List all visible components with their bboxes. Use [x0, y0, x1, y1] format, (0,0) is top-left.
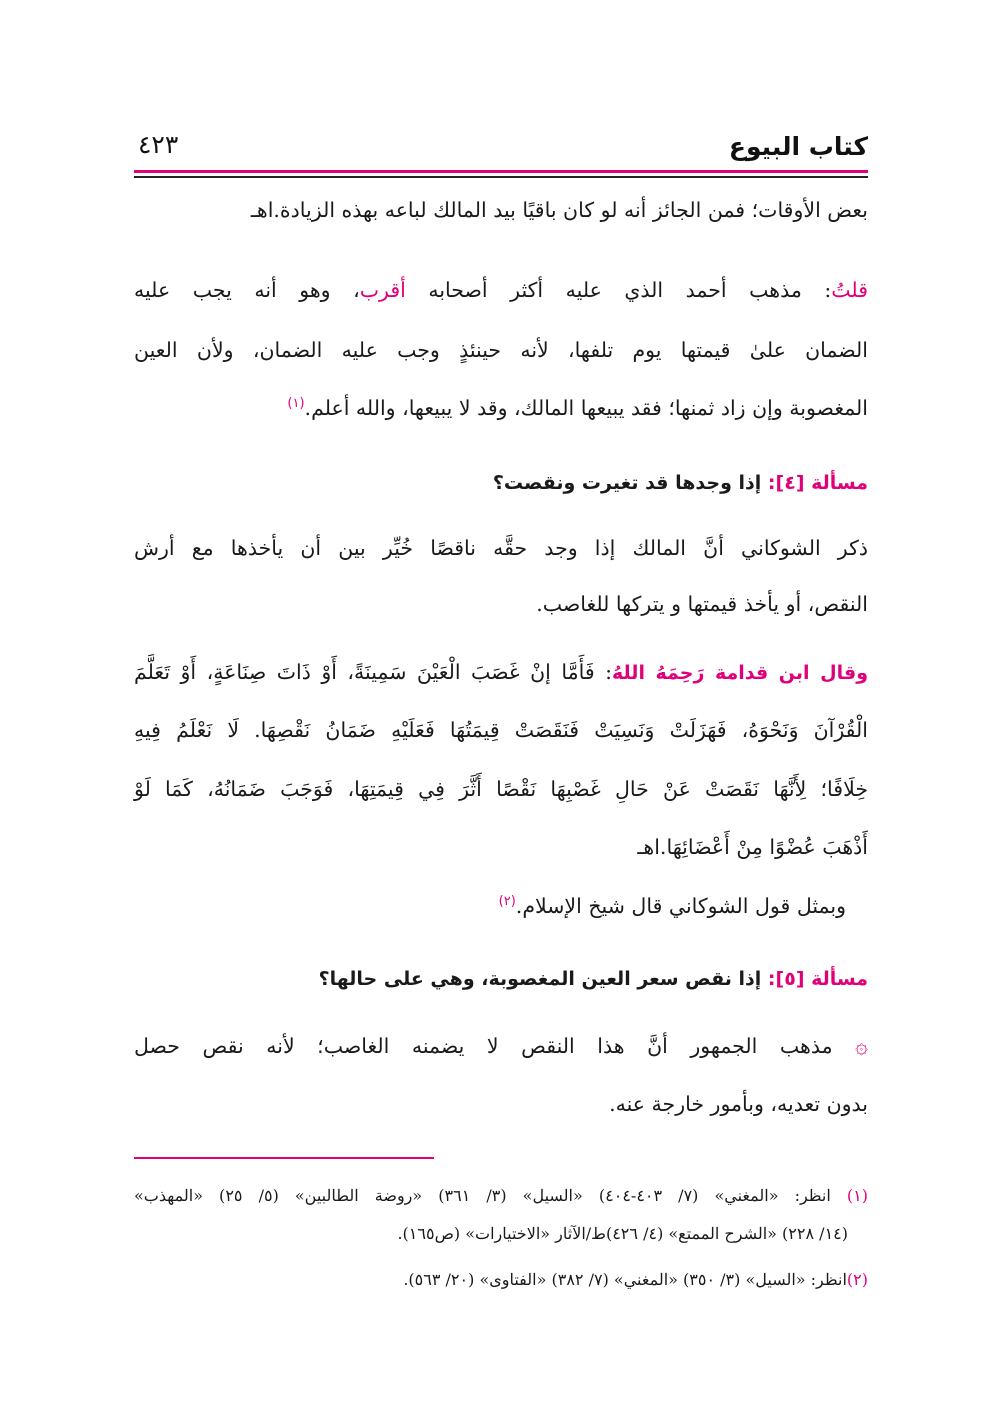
page-number: ٤٢٣ — [138, 130, 179, 159]
paragraph-1-line-2: الضمان علىٰ قيمتها يوم تلفها، لأنه حينئذٍ وجب عليه الضمان، ولأن العين — [134, 338, 868, 362]
text-run: ، وهو أنه يجب عليه — [134, 278, 360, 302]
text-run: المغصوبة وإن زاد ثمنها؛ فقد يبيعها المالك، وقد لا يبيعها، والله أعلم. — [304, 395, 868, 420]
footnote-1-number: (١) — [846, 1186, 868, 1205]
masala-4-label: مسألة [٤]: — [767, 472, 868, 494]
footnote-2-number: (٢) — [846, 1270, 868, 1289]
paragraph-3-line-3: خِلَافًا؛ لِأَنَّهَا نَقَصَتْ عَنْ حَالِ غَصْبِهَا نَقْصًا أَثَّرَ فِي قِيمَتِهَا، فَوَجَبَ ضَمَانُهُ، كَمَا لَوْ — [134, 777, 868, 801]
heading-masala-5 — [134, 968, 868, 989]
paragraph-1-line-1 — [134, 280, 868, 301]
header-rule-pink — [134, 170, 868, 173]
footnote-1-line-1 — [134, 1188, 868, 1204]
masala-5-text: إذا نقص سعر العين المغصوبة، وهي على حالها؟ — [318, 968, 768, 990]
text-run: وبمثل قول الشوكاني قال شيخ الإسلام. — [515, 893, 846, 918]
footnote-separator — [134, 1157, 434, 1159]
paragraph-2-line-2: النقص، أو يأخذ قيمتها و يتركها للغاصب. — [536, 592, 868, 616]
highlight-word: أقرب — [359, 278, 406, 302]
text-run: : مذهب أحمد الذي عليه أكثر أصحابه — [405, 278, 832, 302]
paragraph-4 — [134, 895, 846, 916]
footnote-1-line-2: (١٤/ ٢٢٨) «الشرح الممتع» (٤/ ٤٢٦)ط/الآثار «الاختيارات» (ص١٦٥). — [397, 1224, 848, 1243]
ibn-qudama-label: وقال ابن قدامة رَحِمَهُ اللهُ — [612, 662, 868, 684]
paragraph-5-line-1 — [134, 1036, 868, 1058]
header-rule-black — [134, 176, 868, 178]
body-line: بعض الأوقات؛ فمن الجائز أنه لو كان باقيًا بيد المالك لباعه بهذه الزيادة.اهـ — [250, 198, 868, 222]
footnote-ref-1[interactable]: (١) — [287, 396, 305, 411]
qultu-label: قلتُ — [831, 278, 868, 302]
masala-4-text: إذا وجدها قد تغيرت ونقصت؟ — [492, 472, 768, 494]
paragraph-3-line-2: الْقُرْآنَ وَنَحْوَهُ، فَهَزَلَتْ وَنَسِيَتْ فَنَقَصَتْ قِيمَتُهَا فَعَلَيْهِ ضَمَانُ نَقْصِهَا. لَا نَعْلَمُ فِيهِ — [134, 718, 868, 742]
book-page — [134, 0, 868, 1418]
footnote-2 — [134, 1272, 868, 1288]
paragraph-2-line-1: ذكر الشوكاني أنَّ المالك إذا وجد حقَّه ناقصًا خُيِّر بين أن يأخذها مع أرش — [134, 536, 868, 560]
paragraph-3-line-4: أَذْهَبَ عُضْوًا مِنْ أَعْضَائِهَا.اهـ — [637, 835, 868, 859]
paragraph-5-line-2: بدون تعديه، وبأمور خارجة عنه. — [609, 1092, 868, 1116]
page-header — [134, 128, 868, 168]
text-run: انظر: «المغني» (٧/ ٤٠٣-٤٠٤) «السيل» (٣/ ٣٦١) «روضة الطالبين» (٥/ ٢٥) «المهذب» — [134, 1186, 847, 1205]
paragraph-3-line-1 — [134, 662, 868, 683]
text-run: : فَأَمَّا إنْ غَصَبَ الْعَيْنَ سَمِينَةً، أَوْ ذَاتَ صِنَاعَةٍ، أَوْ تَعَلَّمَ — [134, 660, 613, 684]
paragraph-1-line-3 — [134, 397, 868, 418]
masala-5-label: مسألة [٥]: — [767, 968, 868, 990]
flower-icon: ۞ — [855, 1034, 868, 1059]
chapter-title: كتاب البيوع — [728, 132, 868, 161]
heading-masala-4 — [134, 472, 868, 493]
footnote-ref-2[interactable]: (٢) — [498, 894, 516, 909]
text-run: مذهب الجمهور أنَّ هذا النقص لا يضمنه الغاصب؛ لأنه نقص حصل — [134, 1034, 856, 1058]
text-run: انظر: «السيل» (٣/ ٣٥٠) «المغني» (٧/ ٣٨٢) «الفتاوى» (٢٠/ ٥٦٣). — [403, 1270, 847, 1289]
